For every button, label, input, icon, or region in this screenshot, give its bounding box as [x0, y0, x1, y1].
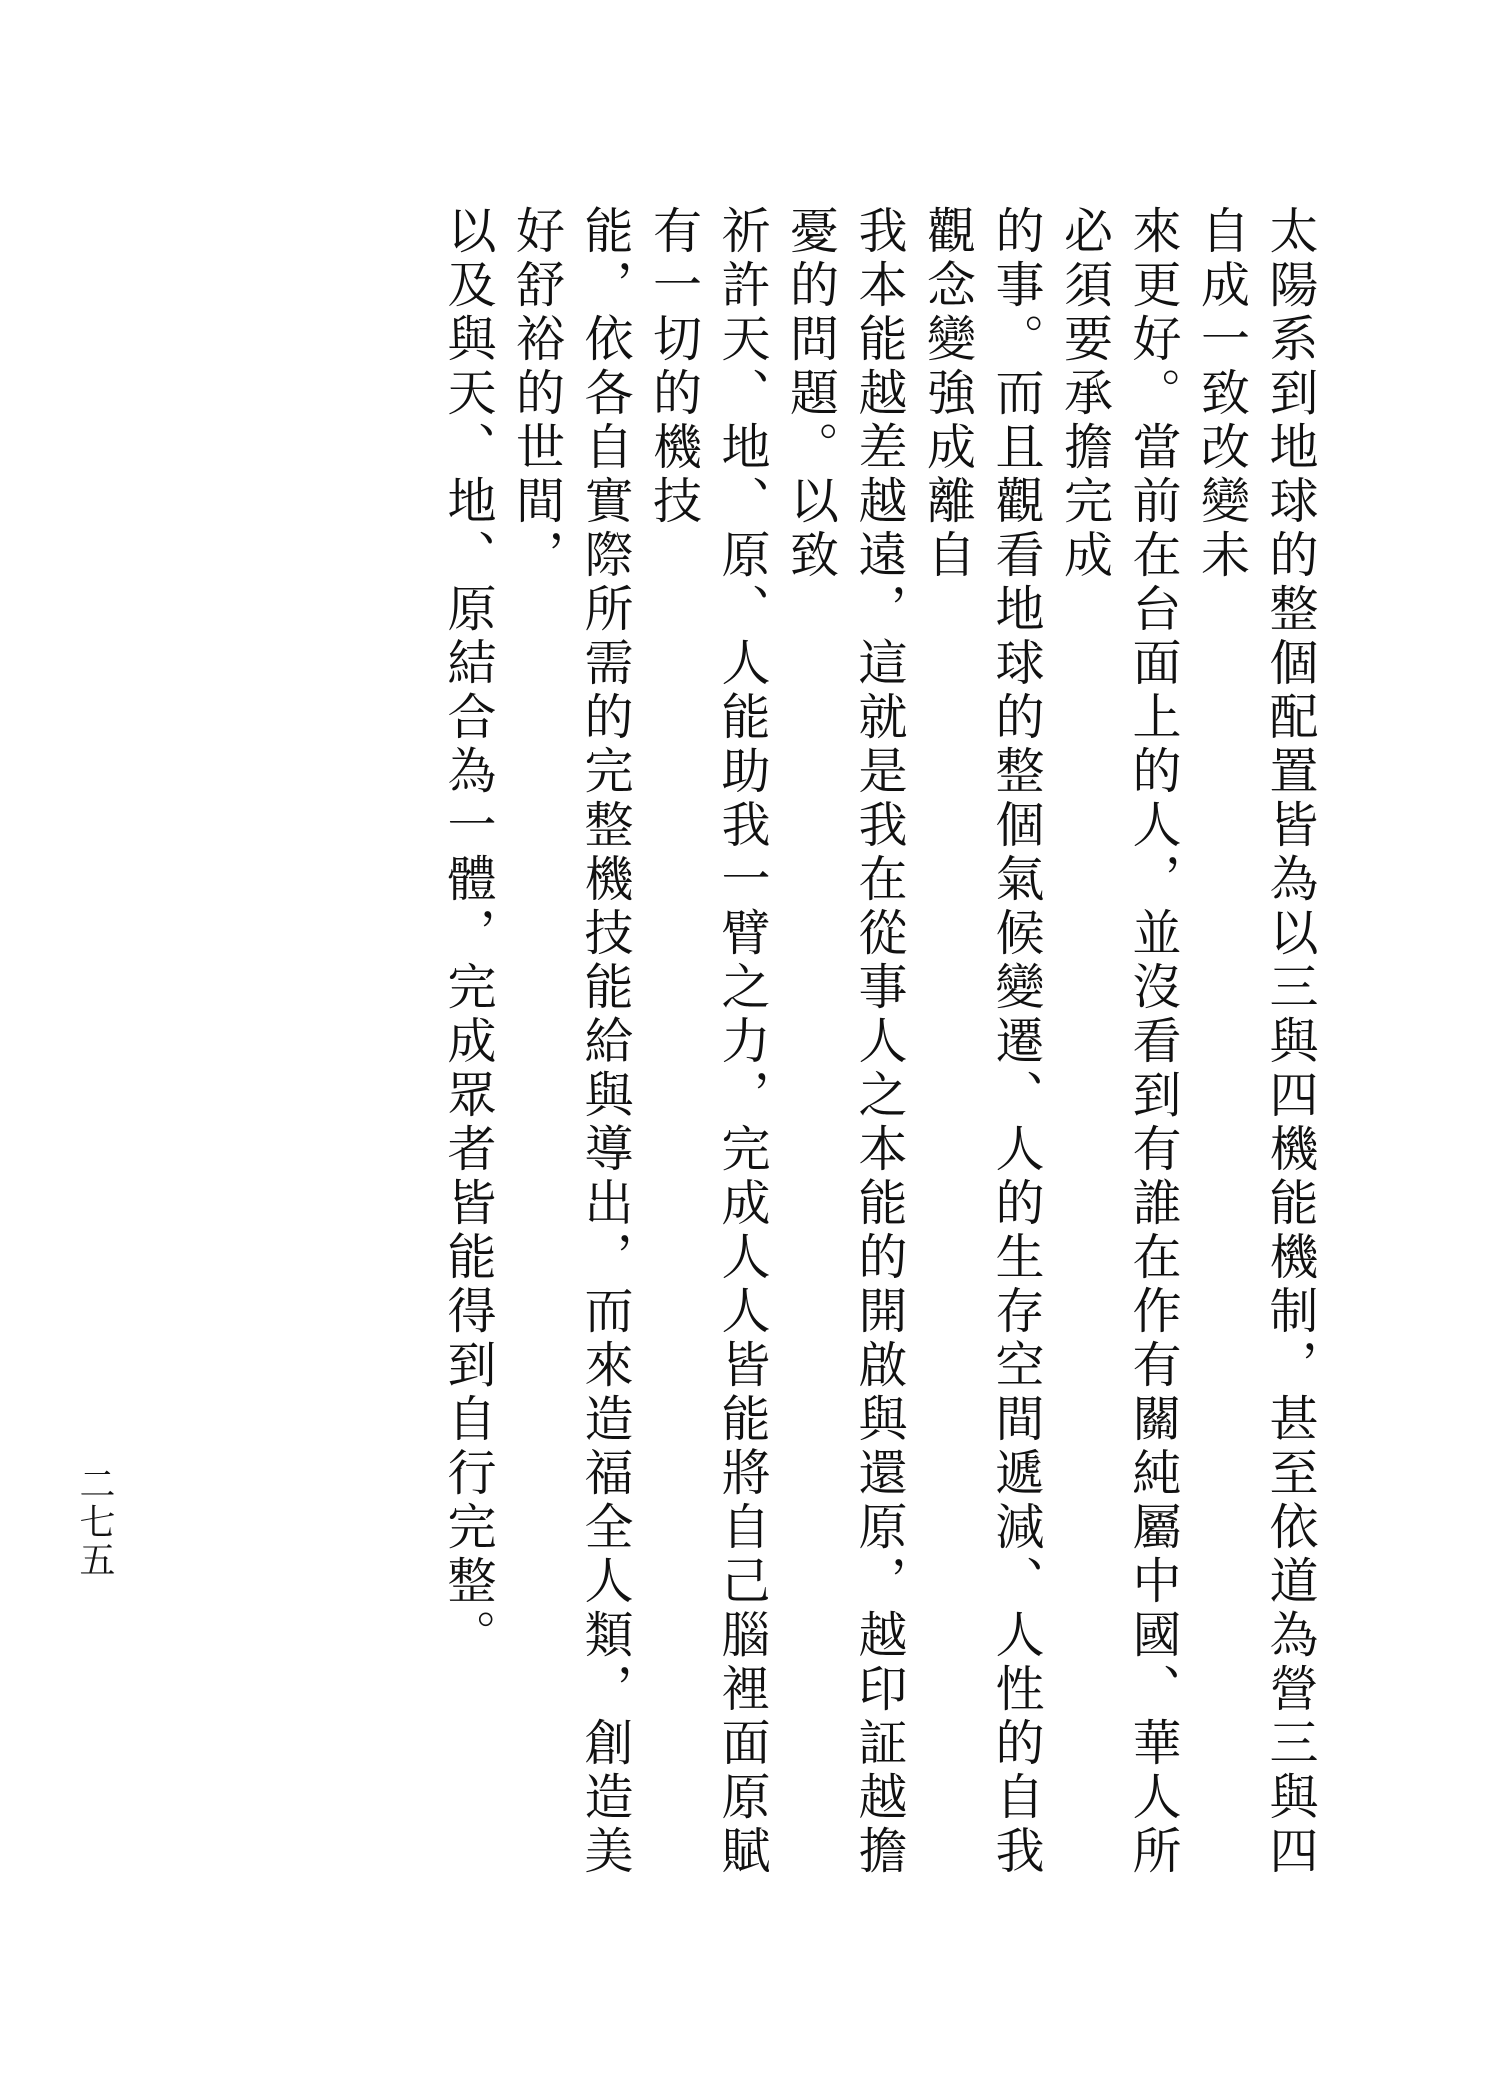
text-column-5: 祈許天、地、原、人能助我一臂之力，完成人人皆能將自己腦裡面原賦有一切的機技: [645, 205, 771, 1879]
text-column-2: 來更好。當前在台面上的人，並沒看到有誰在作有關純屬中國、華人所必須要承擔完成: [1056, 205, 1182, 1879]
text-column-1: 太陽系到地球的整個配置皆為以三與四機能機制，甚至依道為營三與四自成一致改變未: [1193, 205, 1319, 1879]
page-number: 二七五: [74, 1465, 115, 1579]
text-column-6: 能，依各自實際所需的完整機技能給與導出，而來造福全人類，創造美好舒裕的世間，: [508, 205, 634, 1879]
text-column-7: 以及與天、地、原結合為一體，完成眾者皆能得到自行完整。: [440, 205, 497, 1663]
body-text: [434, 205, 1325, 1925]
text-column-4: 我本能越差越遠，這就是我在從事人之本能的開啟與還原，越印証越擔憂的問題。以致: [782, 205, 908, 1879]
text-column-3: 的事。而且觀看地球的整個氣候變遷、人的生存空間遞減、人性的自我觀念變強成離自: [919, 205, 1045, 1879]
